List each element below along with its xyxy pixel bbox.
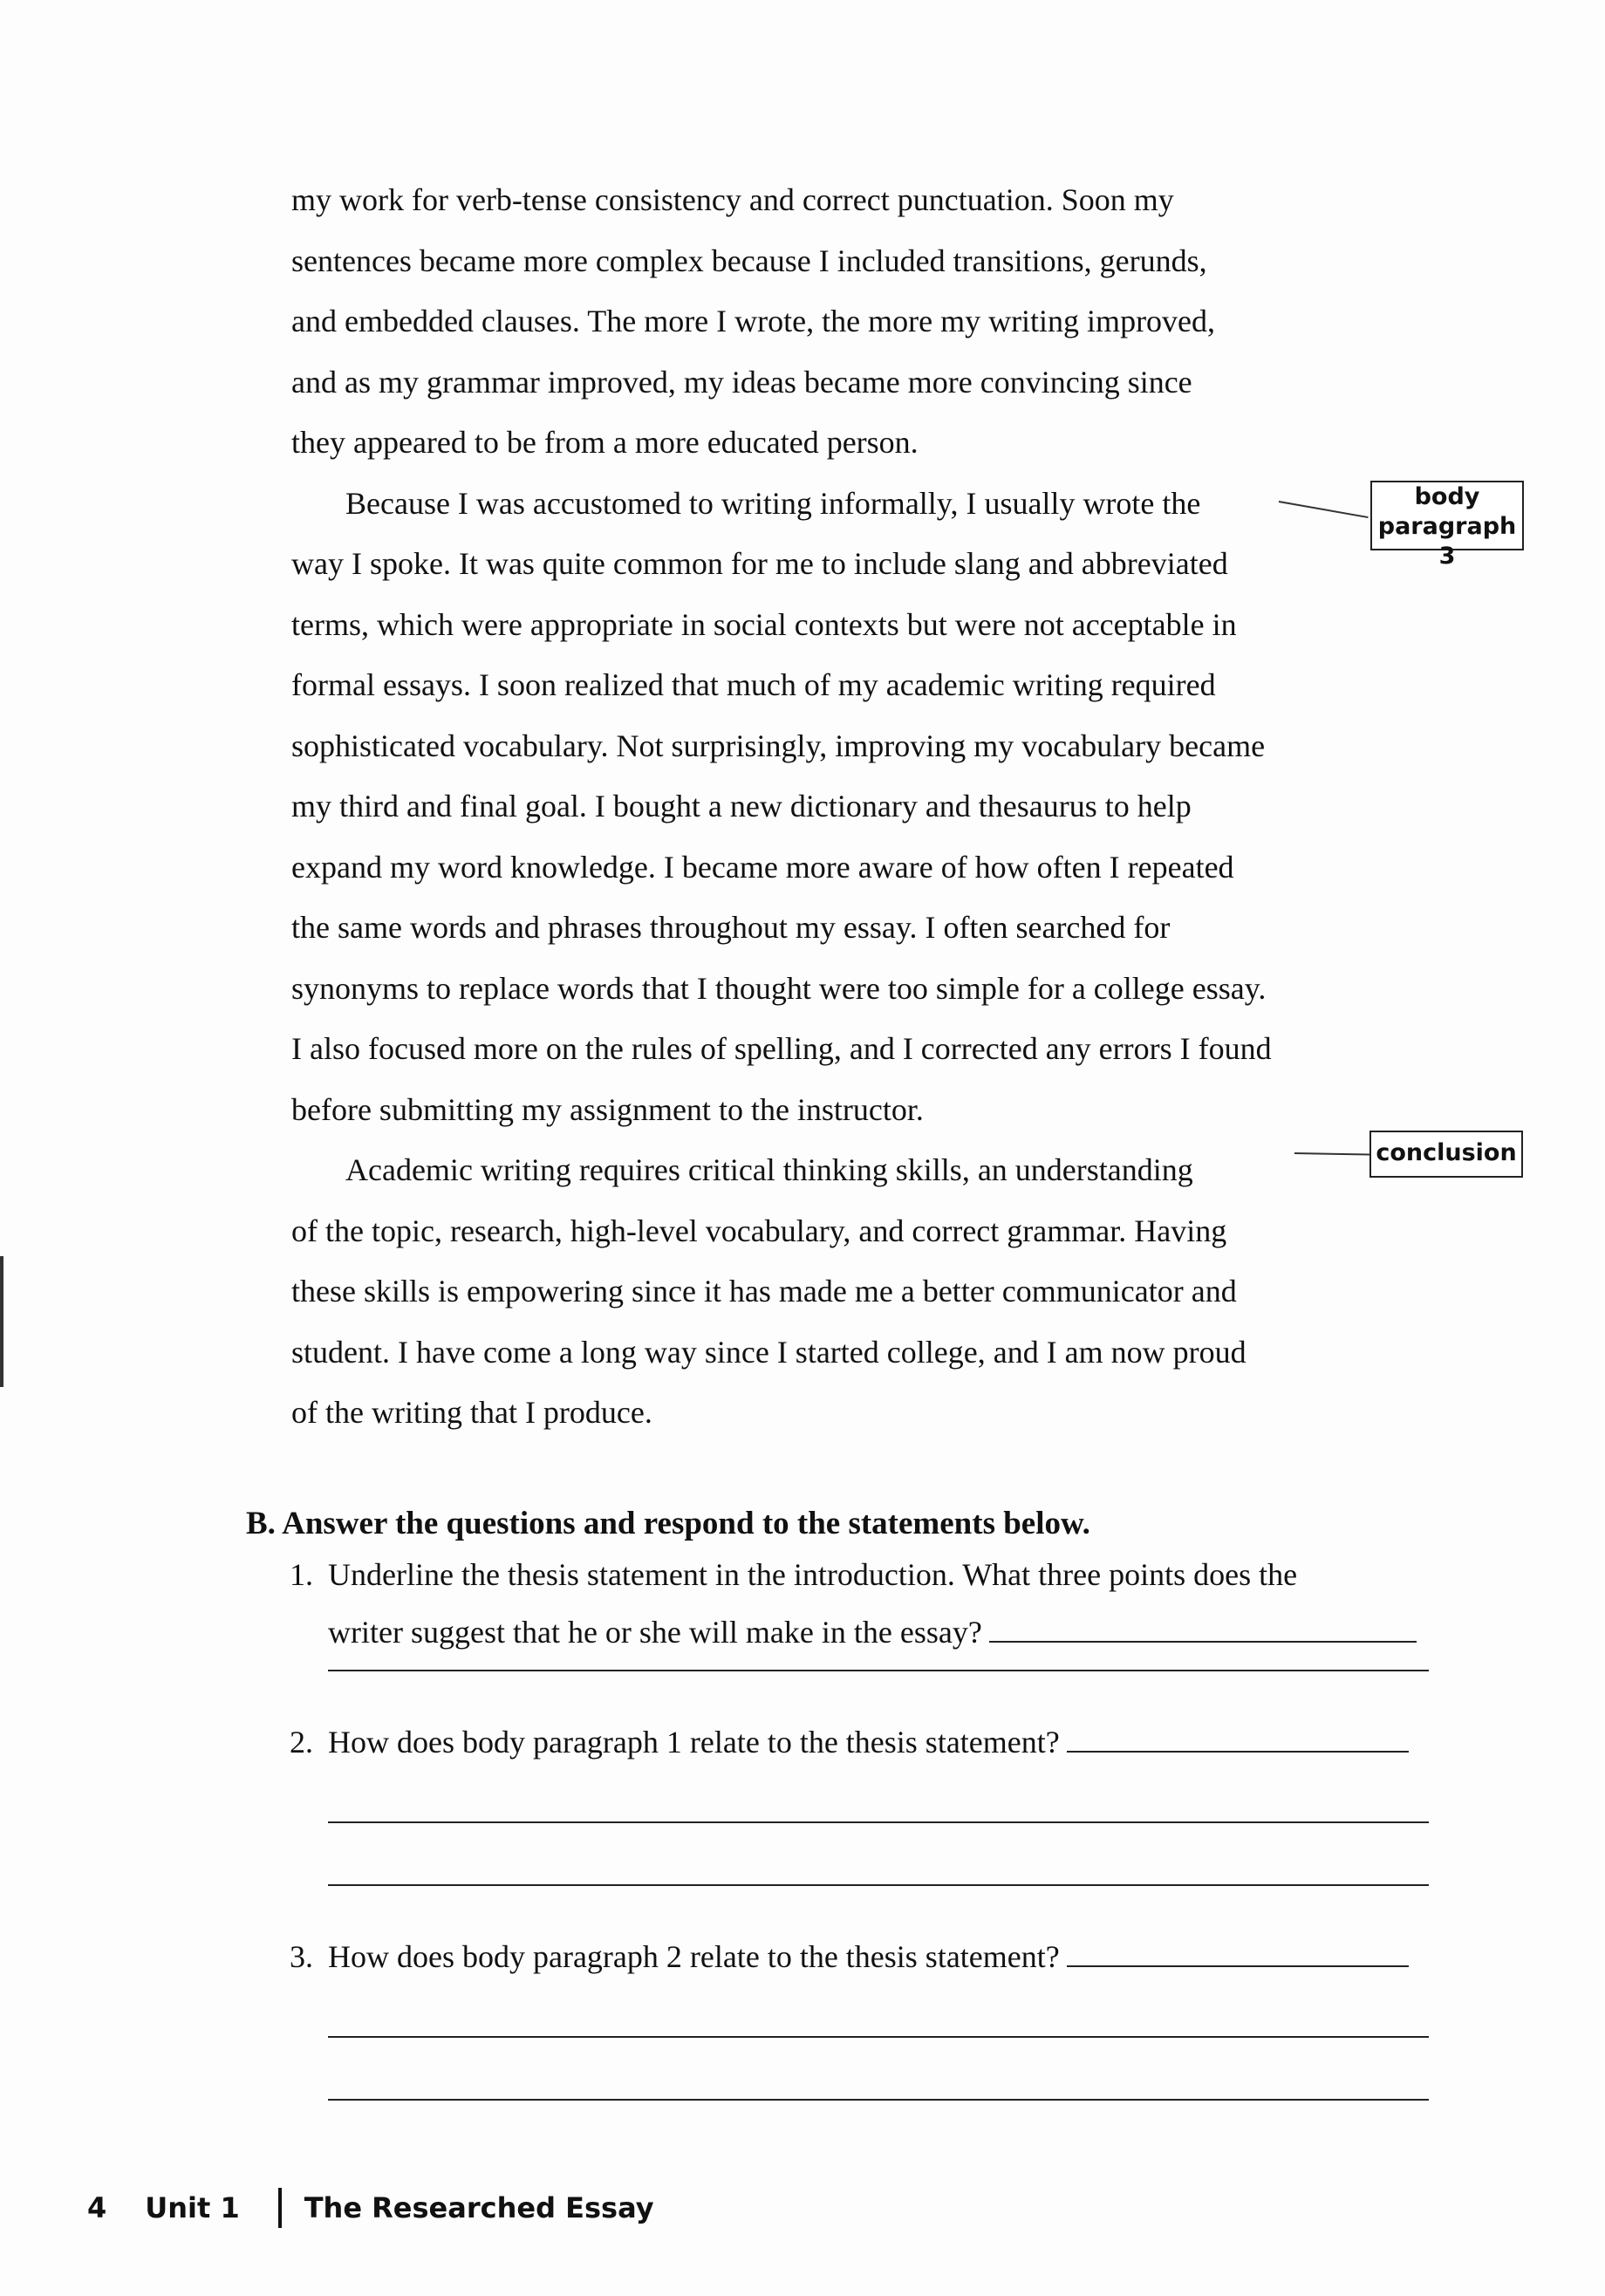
text-line: terms, which were appropriate in social contexts but were not acceptable in (291, 606, 1237, 642)
text-line: and embedded clauses. The more I wrote, the more my writing improved, (291, 304, 1216, 338)
unit-label: Unit 1 (145, 2191, 240, 2224)
text-line: sentences became more complex because I included transitions, gerunds, (291, 243, 1207, 278)
unit-title: The Researched Essay (304, 2191, 654, 2224)
footer-divider (278, 2188, 282, 2228)
text-line: and as my grammar improved, my ideas became more convincing since (291, 364, 1192, 400)
page-number: 4 (87, 2191, 107, 2224)
scan-edge-mark (0, 1256, 3, 1387)
question-number: 3. (290, 1939, 313, 1974)
text-line: my work for verb-tense consistency and correct punctuation. Soon my (291, 182, 1174, 217)
question-text: How does body paragraph 2 relate to the thesis statement? (328, 1939, 1060, 1974)
question-3 (290, 1928, 1450, 1985)
page-footer (87, 2188, 654, 2228)
question-number: 1. (290, 1557, 313, 1592)
text-line: expand my word knowledge. I became more aware of how often I repeated (291, 849, 1234, 885)
answer-blank[interactable] (1067, 1733, 1409, 1753)
answer-line[interactable] (328, 2038, 1429, 2101)
callout-body-paragraph-3 (1370, 481, 1524, 570)
answer-blank[interactable] (989, 1623, 1417, 1643)
text-line: synonyms to replace words that I thought were too simple for a college essay. (291, 970, 1267, 1006)
text-line: Because I was accustomed to writing informally, I usually wrote the (345, 485, 1201, 521)
text-line: way I spoke. It was quite common for me to include slang and abbreviated (291, 546, 1228, 581)
essay-text (291, 170, 1347, 1444)
text-line: of the writing that I produce. (291, 1395, 652, 1430)
answer-blank[interactable] (1067, 1948, 1409, 1967)
callout-label: conclusion (1376, 1139, 1517, 1166)
paragraph-conclusion (291, 1140, 1347, 1444)
answer-line[interactable] (328, 1823, 1429, 1886)
text-line: of the topic, research, high-level vocabulary, and correct grammar. Having (291, 1213, 1227, 1248)
text-line: Academic writing requires critical thinking skills, an understanding (345, 1152, 1193, 1187)
callout-conclusion (1369, 1131, 1523, 1178)
text-line: formal essays. I soon realized that much of my academic writing required (291, 667, 1216, 702)
section-title: B. Answer the questions and respond to the statements below. (246, 1506, 1090, 1541)
answer-line[interactable] (328, 1985, 1429, 2038)
question-text: writer suggest that he or she will make in the essay? (328, 1615, 982, 1650)
paragraph-body-2-end (291, 170, 1347, 474)
answer-line[interactable] (328, 1771, 1429, 1823)
question-number: 2. (290, 1725, 313, 1760)
callout-label: body (1414, 483, 1480, 510)
question-2 (290, 1713, 1450, 1771)
callout-label: paragraph 3 (1377, 513, 1517, 570)
answer-line[interactable] (328, 1661, 1429, 1671)
question-text: Underline the thesis statement in the introduction. What three points does the (328, 1557, 1298, 1592)
section-b-exercise (246, 1502, 1450, 2101)
text-line: I also focused more on the rules of spelling, and I corrected any errors I found (291, 1031, 1272, 1066)
question-text: How does body paragraph 1 relate to the thesis statement? (328, 1725, 1060, 1760)
text-line: sophisticated vocabulary. Not surprisingly, improving my vocabulary became (291, 728, 1266, 763)
text-line: the same words and phrases throughout my essay. I often searched for (291, 910, 1171, 945)
text-line: student. I have come a long way since I started college, and I am now proud (291, 1334, 1246, 1370)
question-1 (290, 1546, 1450, 1661)
text-line: these skills is empowering since it has made me a better communicator and (291, 1274, 1237, 1309)
text-line: my third and final goal. I bought a new dictionary and thesaurus to help (291, 789, 1192, 823)
paragraph-body-3 (291, 474, 1347, 1141)
text-line: before submitting my assignment to the instructor. (291, 1091, 924, 1127)
text-line: they appeared to be from a more educated person. (291, 425, 919, 460)
